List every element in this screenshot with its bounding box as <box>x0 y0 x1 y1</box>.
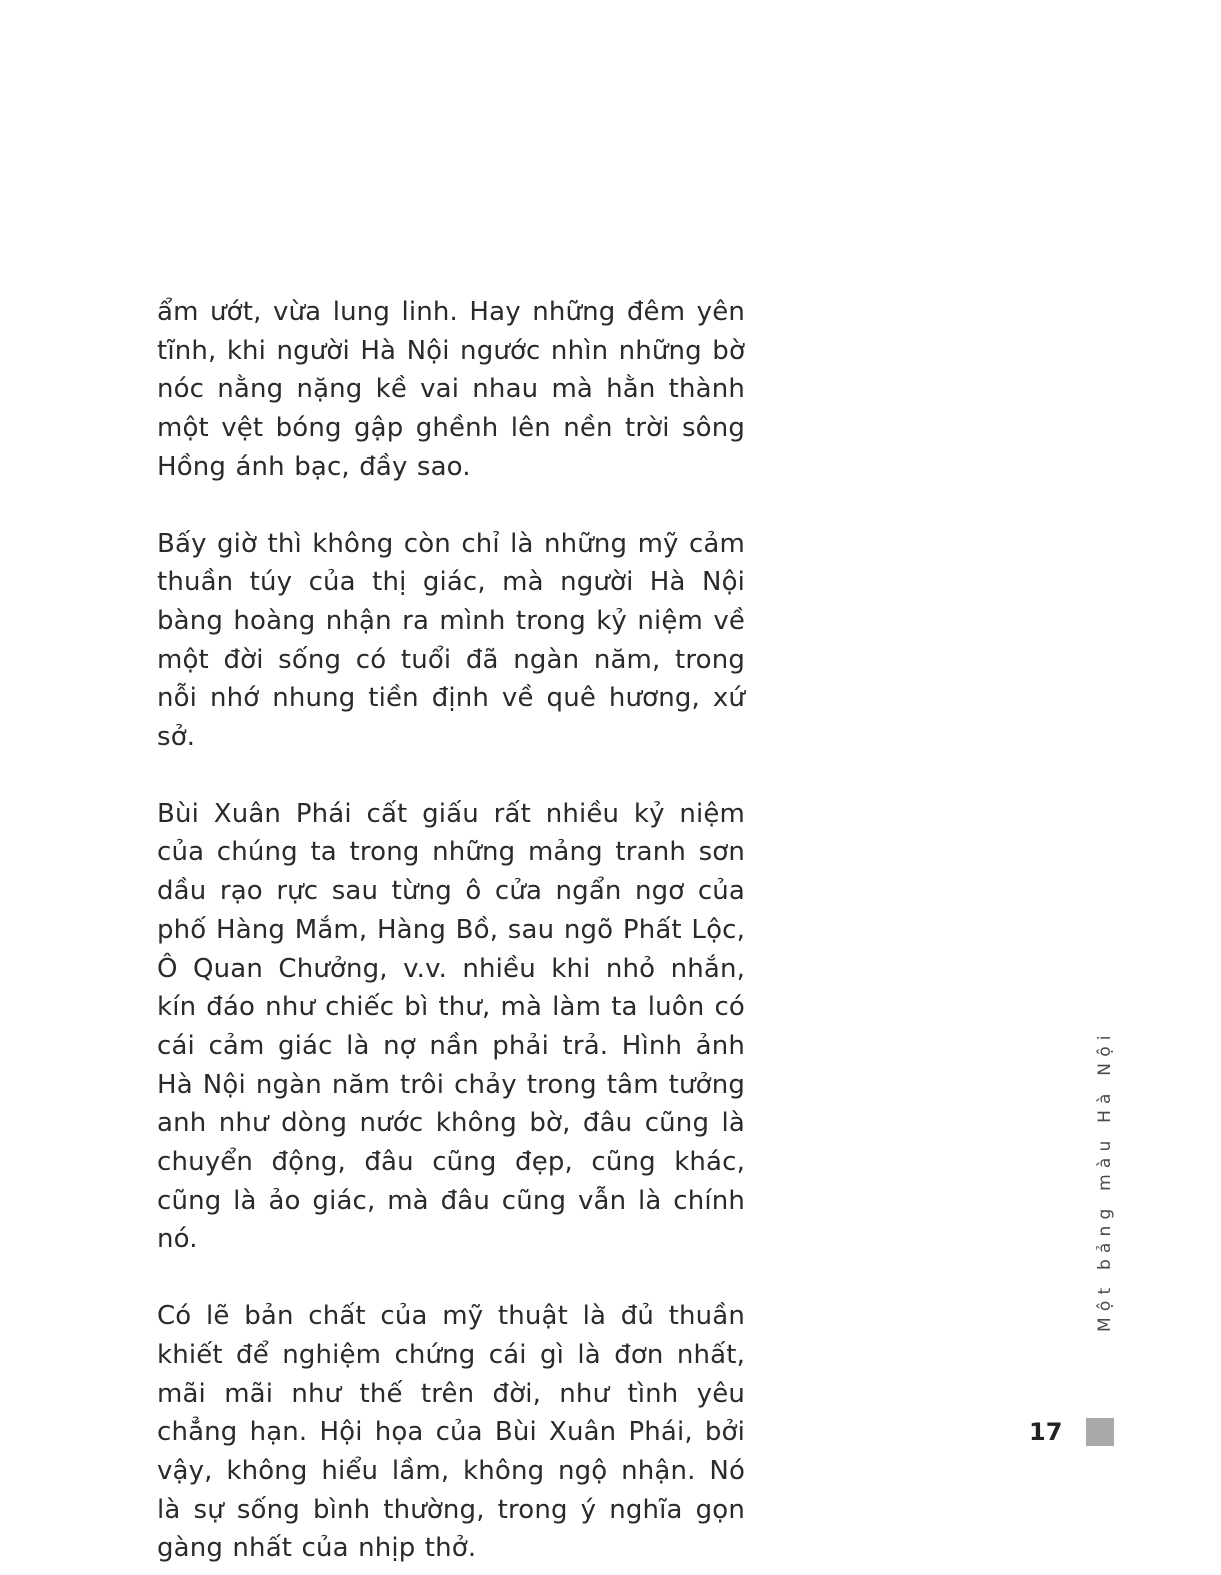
body-text <box>157 293 745 1568</box>
page-marker-square <box>1086 1418 1114 1446</box>
paragraph-2: Bấy giờ thì không còn chỉ là những mỹ cảm thuần túy của thị giác, mà người Hà Nội bàng hoàng nhận ra mình trong kỷ niệm về một đời sống có tuổi đã ngàn năm, trong nỗi nhớ nhung tiền định về quê hương, xứ sở. <box>157 528 745 753</box>
paragraph-1: ẩm ướt, vừa lung linh. Hay những đêm yên tĩnh, khi người Hà Nội ngước nhìn những bờ nóc nằng nặng kề vai nhau mà hằn thành một vệt bóng gập ghềnh lên nền trời sông Hồng ánh bạc, đầy sao. <box>157 297 745 482</box>
paragraph-3: Bùi Xuân Phái cất giấu rất nhiều kỷ niệm của chúng ta trong những mảng tranh sơn dầu rạo rực sau từng ô cửa ngẩn ngơ của phố Hàng Mắm, Hàng Bồ, sau ngõ Phất Lộc, Ô Quan Chưởng, v.v. nhiều khi nhỏ nhắn, kín đáo như chiếc bì thư, mà làm ta luôn có cái cảm giác là nợ nần phải trả. Hình ảnh Hà Nội ngàn năm trôi chảy trong tâm tưởng anh như dòng nước không bờ, đâu cũng là chuyển động, đâu cũng đẹp, cũng khác, cũng là ảo giác, mà đâu cũng vẫn là chính nó. <box>157 798 745 1255</box>
page-number: 17 <box>1029 1418 1063 1446</box>
running-title: Một bảng màu Hà Nội <box>1095 1029 1115 1332</box>
paragraph-4: Có lẽ bản chất của mỹ thuật là đủ thuần khiết để nghiệm chứng cái gì là đơn nhất, mãi mãi như thế trên đời, như tình yêu chẳng hạn. Hội họa của Bùi Xuân Phái, bởi vậy, không hiểu lầm, không ngộ nhận. Nó là sự sống bình thường, trong ý nghĩa gọn gàng nhất của nhịp thở. <box>157 1301 745 1564</box>
